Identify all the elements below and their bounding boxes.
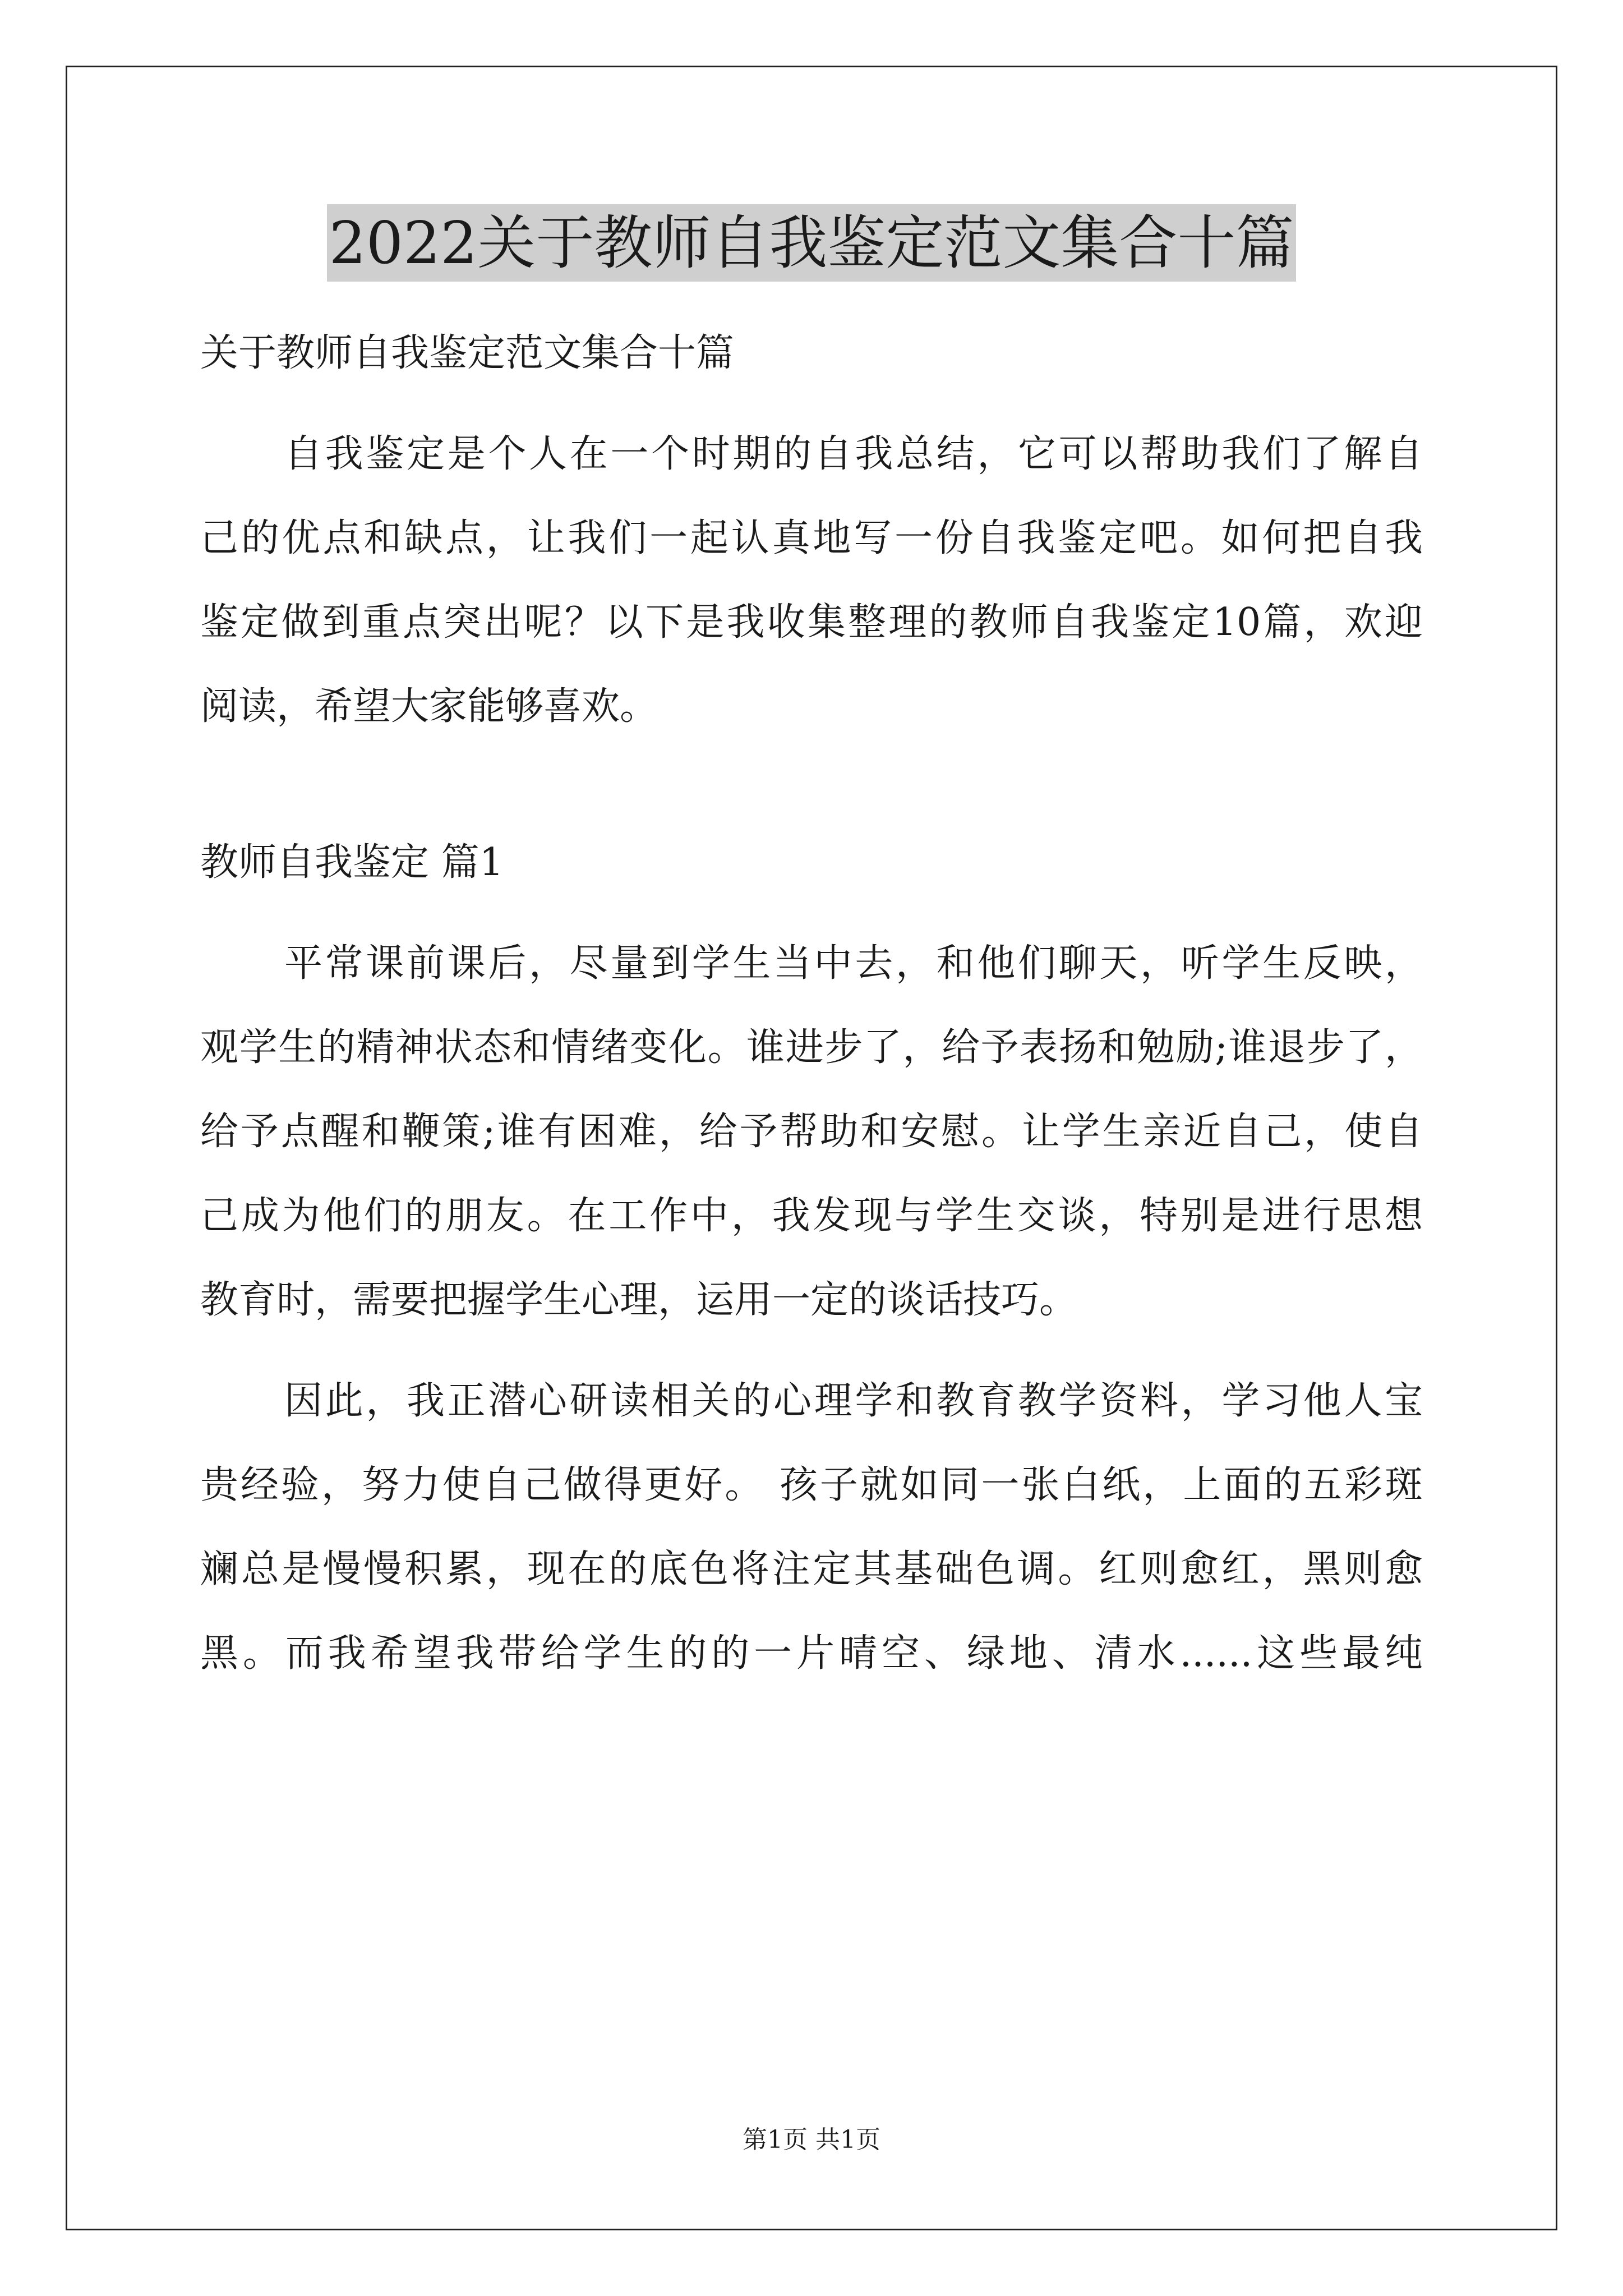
paragraph-line: 因此，我正潜心研读相关的心理学和教育教学资料，学习他人宝 (284, 1379, 1423, 1423)
document-title (0, 201, 1623, 285)
paragraph-line: 给予点醒和鞭策;谁有困难，给予帮助和安慰。让学生亲近自己，使自 (200, 1110, 1423, 1154)
intro-line: 自我鉴定是个人在一个时期的自我总结，它可以帮助我们了解自 (284, 432, 1423, 476)
page-number-footer: 第1页 共1页 (743, 2125, 880, 2154)
paragraph-line: 黑。而我希望我带给学生的的一片晴空、绿地、清水......这些最纯 (200, 1631, 1423, 1676)
document-subtitle: 关于教师自我鉴定范文集合十篇 (200, 331, 735, 375)
intro-paragraph (200, 412, 1423, 749)
body-paragraph-1 (200, 922, 1423, 1342)
paragraph-line: 贵经验，努力使自己做得更好。 孩子就如同一张白纸，上面的五彩斑 (200, 1463, 1423, 1507)
paragraph-line: 观学生的精神状态和情绪变化。谁进步了，给予表扬和勉励;谁退步了， (200, 1025, 1423, 1070)
paragraph-line: 教育时，需要把握学生心理，运用一定的谈话技巧。 (200, 1278, 1078, 1322)
document-body (200, 311, 1423, 1696)
paragraph-line: 斓总是慢慢积累，现在的底色将注定其基础色调。红则愈红，黑则愈 (200, 1547, 1423, 1591)
section-heading: 教师自我鉴定 篇1 (200, 840, 504, 885)
intro-line: 鉴定做到重点突出呢？以下是我收集整理的教师自我鉴定10篇，欢迎 (200, 600, 1423, 645)
intro-line: 阅读，希望大家能够喜欢。 (200, 684, 658, 729)
paragraph-line: 平常课前课后，尽量到学生当中去，和他们聊天，听学生反映， (284, 941, 1423, 986)
paragraph-line: 己成为他们的朋友。在工作中，我发现与学生交谈，特别是进行思想 (200, 1194, 1423, 1238)
body-paragraph-2 (200, 1359, 1423, 1696)
document-title-text: 2022关于教师自我鉴定范文集合十篇 (327, 204, 1297, 282)
intro-line: 己的优点和缺点，让我们一起认真地写一份自我鉴定吧。如何把自我 (200, 516, 1423, 560)
